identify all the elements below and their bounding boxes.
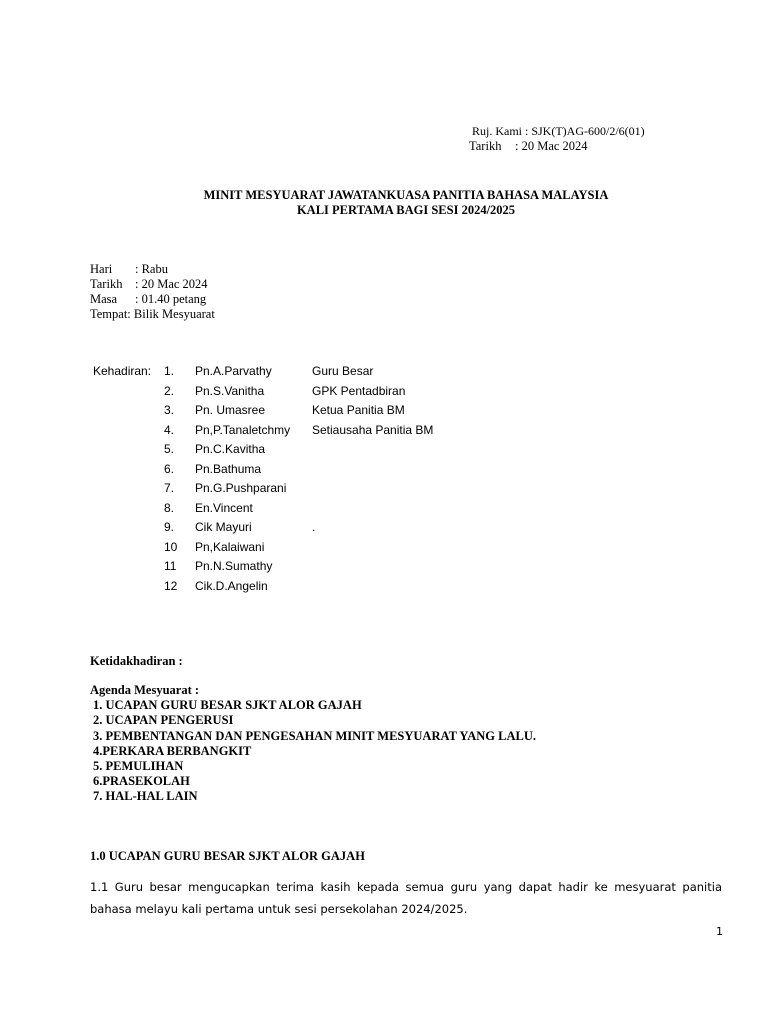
section-paragraph: 1.1 Guru besar mengucapkan terima kasih kepada semua guru yang dapat hadir ke mesyuarat panitia bahasa melayu kali pertama untuk sesi persekolahan 2024/2025. (90, 880, 722, 916)
agenda-item: 5. PEMULIHAN (93, 759, 184, 774)
agenda-item: 7. HAL-HAL LAIN (93, 789, 198, 804)
agenda-item: 3. PEMBENTANGAN DAN PENGESAHAN MINIT MESYUARAT YANG LALU. (93, 728, 536, 743)
page-number: 1 (716, 925, 723, 938)
agenda-item: 6.PRASEKOLAH (93, 774, 190, 789)
document-date (469, 138, 588, 154)
meeting-details (90, 262, 215, 322)
section-heading: 1.0 UCAPAN GURU BESAR SJKT ALOR GAJAH (90, 849, 365, 863)
agenda-label: Agenda Mesyuarat : (90, 683, 200, 697)
document-title-line2: KALI PERTAMA BAGI SESI 2024/2025 (296, 203, 516, 217)
attendance-label: Kehadiran: (93, 364, 152, 378)
agenda-item: 2. UCAPAN PENGERUSI (93, 713, 234, 728)
document-page: Ruj. Kami : SJK(T)AG-600/2/6(01) Tarikh : 20 Mac 2024 MINIT MESYUARAT JAWATANKUASA PANITIA BAHASA MALAYSIA KALI PERTAMA BAGI SESI 2024/2025 Hari : Rabu Tarikh : 20 Mac 2024 Masa : 01.40 petang Tempat: Bilik Mesyuarat Kehadiran: 1. Pn.A.Parvathy Guru Besar 2. Pn.S.Vanitha GPK Pentadbiran 3. Pn. Umasree Ketua Panitia BM 4. Pn,P.Tanaletchmy Setiausaha Panitia BM 5. Pn.C.Kavitha 6. Pn.Bathuma 7. Pn.G.Pushparani 8. En.Vincent 9. Cik Mayuri . 10 Pn,Kalaiwani 11 Pn.N.Sumathy 12 Cik.D.Angelin Ketidakhadiran : Agenda Mesyuarat : 1. UCAPAN GURU BESAR SJKT ALOR GAJAH 2. UCAPAN PENGERUSI 3. PEMBENTANGAN DAN PENGESAHAN MINIT MESYUARAT YANG LALU. 4.PERKARA BERBANGKIT 5. PEMULIHAN 6.PRASEKOLAH 7. HAL-HAL LAIN 1.0 UCAPAN GURU BESAR SJKT ALOR GAJAH 1.1 Guru besar mengucapkan terima kasih kepada semua guru yang dapat hadir ke mesyuarat panitia bahasa melayu kali pertama untuk sesi persekolahan 2024/2025. 1 (0, 0, 768, 1024)
meeting-day: Hari : Rabu (90, 262, 168, 276)
meeting-date: Tarikh : 20 Mac 2024 (90, 277, 208, 291)
agenda-item: 4.PERKARA BERBANGKIT (93, 743, 252, 758)
document-date-label: Tarikh (469, 139, 502, 153)
document-date-value: : 20 Mac 2024 (515, 139, 588, 153)
document-title-line1: MINIT MESYUARAT JAWATANKUASA PANITIA BAHASA MALAYSIA (203, 188, 609, 202)
agenda-item: 1. UCAPAN GURU BESAR SJKT ALOR GAJAH (93, 698, 362, 713)
absence-label: Ketidakhadiran : (90, 654, 183, 668)
reference-number: Ruj. Kami : SJK(T)AG-600/2/6(01) (472, 124, 645, 138)
agenda-section (90, 683, 536, 805)
meeting-venue: Tempat: Bilik Mesyuarat (90, 307, 215, 321)
meeting-time: Masa : 01.40 petang (90, 292, 207, 306)
